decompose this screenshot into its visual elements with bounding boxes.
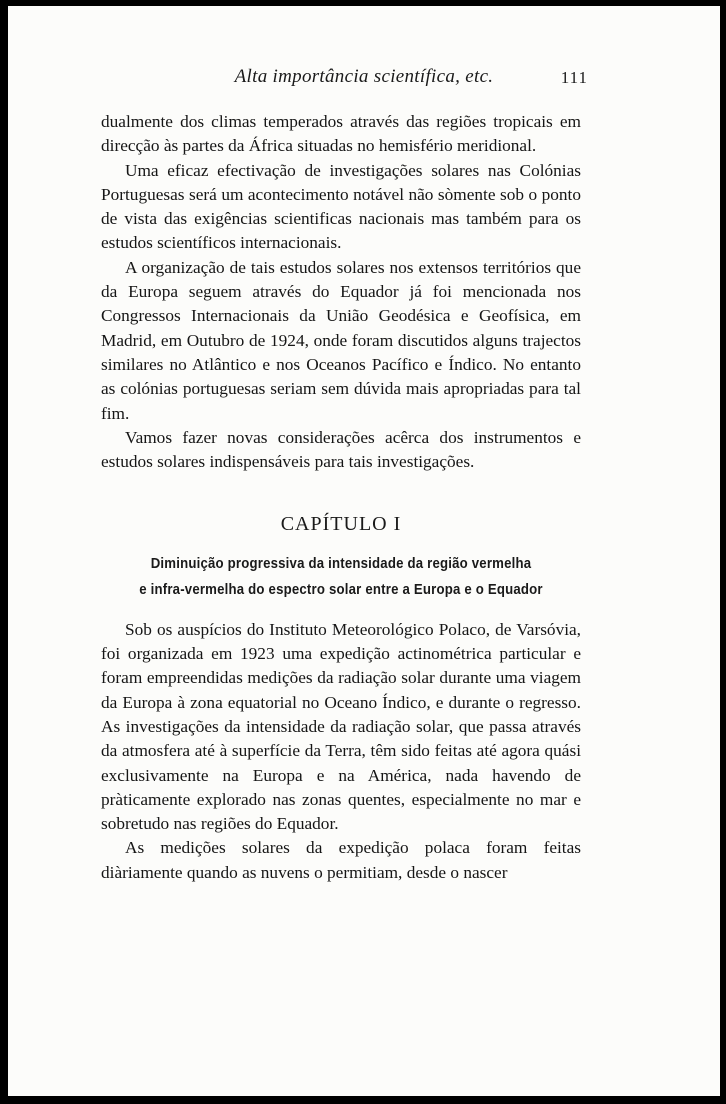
paragraph: A organização de tais estudos solares nos extensos territórios que da Europa seguem através do Equador já foi mencionada nos Congressos Internacionais da União Geodésica e Geofísica, em Madrid, em Outubro de 1924, onde foram discutidos alguns trajectos similares no Atlântico e nos Oceanos Pacífico e Índico. No entanto as colónias portuguesas seriam sem dúvida mais apropriadas para tal fim.	[101, 257, 581, 423]
paragraph: Vamos fazer novas considerações acêrca dos instrumentos e estudos solares indispensáveis para tais investigações.	[101, 427, 581, 472]
page-number: 111	[560, 68, 588, 87]
chapter-title: CAPÍTULO I	[280, 513, 402, 536]
paragraph: Uma eficaz efectivação de investigações solares nas Colónias Portuguesas será um acontecimento notável não sòmente sob o ponto de vista das exigências scientificas nacionais mas também para os estudos scientíficos internacionais.	[101, 160, 581, 253]
page-header	[8, 66, 720, 96]
body-text	[101, 110, 581, 885]
paragraph: Sob os auspícios do Instituto Meteorológico Polaco, de Varsóvia, foi organizada em 1923 uma expedição actinométrica particular e foram empreendidas medições da radiação solar durante uma viagem da Europa à zona equatorial no Oceano Índico, e durante o regresso. As investigações da intensidade da radiação solar, que passa através da atmosfera até à superfície da Terra, têm sido feitas até agora quási exclusivamente na Europa e na América, nada havendo de pràticamente explorado nas zonas quentes, especialmente no mar e sobretudo nas regiões do Equador.	[101, 619, 581, 834]
chapter-subtitle-line-2: e infra-vermelha do espectro solar entre a Europa e o Equador	[139, 580, 543, 598]
paragraph-continuation: dualmente dos climas temperados através das regiões tropicais em direcção às partes da África situadas no hemisfério meridional.	[101, 112, 581, 156]
chapter-subtitle-line-1: Diminuição progressiva da intensidade da região vermelha	[150, 554, 532, 572]
chapter-subtitle	[101, 550, 581, 602]
running-title: Alta importância scientífica, etc.	[234, 66, 494, 87]
book-page	[8, 6, 720, 1096]
paragraph: As medições solares da expedição polaca foram feitas diàriamente quando as nuvens o permitiam, desde o nascer	[101, 838, 581, 882]
